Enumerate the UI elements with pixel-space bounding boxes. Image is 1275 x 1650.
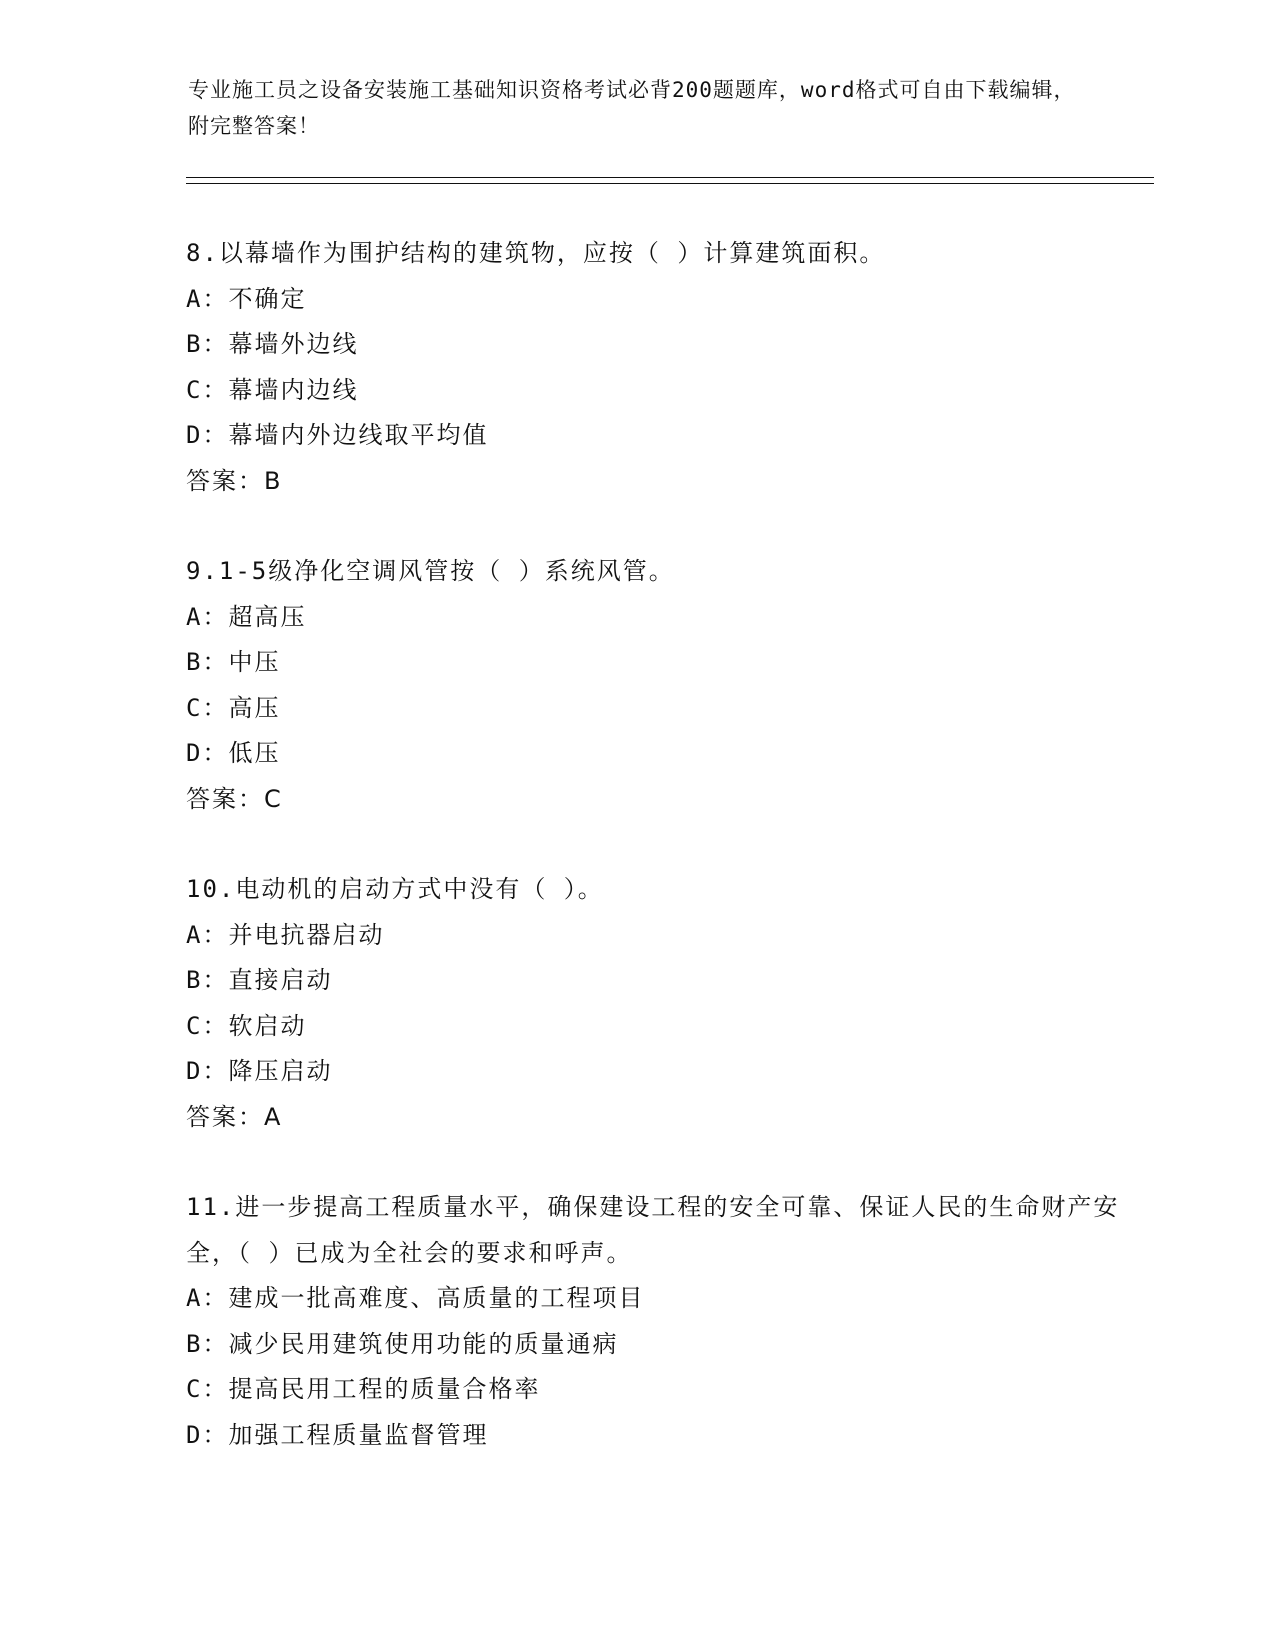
- option-d: D：幕墙内外边线取平均值: [186, 421, 489, 449]
- option-d: D：低压: [186, 739, 281, 767]
- question-stem: 11.进一步提高工程质量水平，确保建设工程的安全可靠、保证人民的生命财产安全，（ ）已成为全社会的要求和呼声。: [186, 1193, 1120, 1267]
- answer: 答案：A: [186, 1102, 283, 1131]
- option-d: D：加强工程质量监督管理: [186, 1420, 489, 1449]
- question-stem: 8.以幕墙作为围护结构的建筑物，应按（ ）计算建筑面积。: [186, 239, 886, 267]
- option-a: A：建成一批高难度、高质量的工程项目: [186, 1284, 645, 1312]
- option-c: C：幕墙内边线: [186, 375, 359, 404]
- answer: 答案：B: [186, 466, 283, 495]
- header-rule-top: [186, 177, 1154, 178]
- option-c: C：软启动: [186, 1011, 307, 1040]
- header-rule-bottom: [186, 183, 1154, 184]
- option-a: A：并电抗器启动: [186, 920, 385, 949]
- option-d: D：降压启动: [186, 1057, 333, 1085]
- option-c: C：提高民用工程的质量合格率: [186, 1375, 541, 1403]
- question-10: [186, 867, 1146, 1140]
- question-list: [186, 231, 1146, 1503]
- option-b: B：减少民用建筑使用功能的质量通病: [186, 1329, 619, 1358]
- option-b: B：中压: [186, 648, 281, 676]
- question-11: [186, 1185, 1146, 1458]
- question-stem: 10.电动机的启动方式中没有（ ）。: [186, 875, 604, 903]
- option-c: C：高压: [186, 693, 281, 722]
- option-b: B：直接启动: [186, 966, 333, 994]
- option-b: B：幕墙外边线: [186, 330, 359, 358]
- option-a: A：超高压: [186, 602, 307, 631]
- question-stem: 9.1-5级净化空调风管按（ ）系统风管。: [186, 557, 675, 585]
- document-header: 专业施工员之设备安装施工基础知识资格考试必背200题题库，word格式可自由下载编辑，附完整答案！: [188, 78, 1076, 138]
- question-8: [186, 231, 1146, 504]
- question-9: [186, 549, 1146, 822]
- option-a: A：不确定: [186, 284, 307, 313]
- answer: 答案：C: [186, 784, 283, 813]
